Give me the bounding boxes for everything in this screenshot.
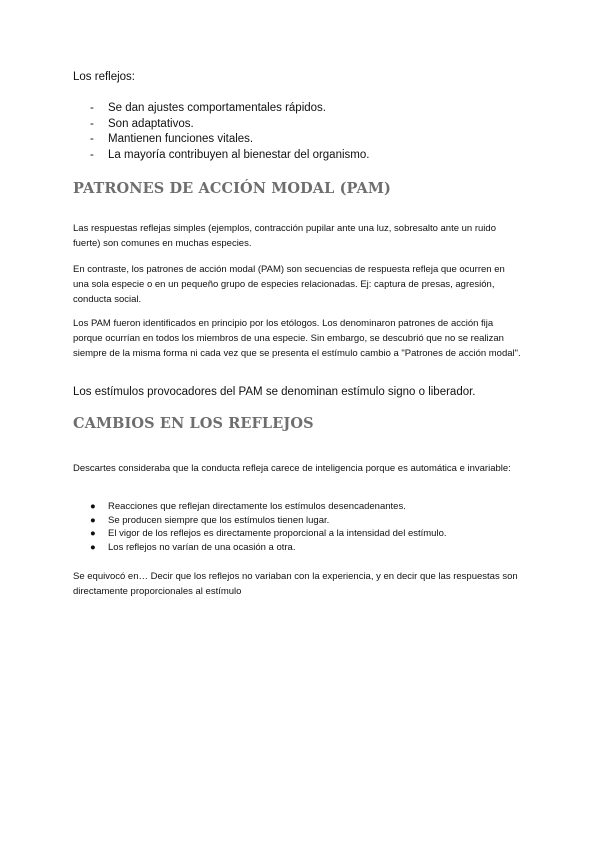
list-item <box>90 500 447 514</box>
paragraph-simple-reflexes: Las respuestas reflejas simples (ejemplos, contracción pupilar ante una luz, sobresalto ante un ruido fuerte) son comunes en muchas especies. <box>73 223 496 249</box>
list-item-text: La mayoría contribuyen al bienestar del organismo. <box>108 148 370 161</box>
list-item-text: Mantienen funciones vitales. <box>108 133 254 145</box>
paragraph-pam-stimulus: Los estímulos provocadores del PAM se denominan estímulo signo o liberador. <box>73 386 476 398</box>
dot-bullet: ● <box>90 528 96 540</box>
intro-label: Los reflejos: <box>73 71 136 83</box>
dash-bullet: - <box>90 133 94 145</box>
dot-bullet: ● <box>90 542 96 554</box>
list-item-text: Se producen siempre que los estímulos tienen lugar. <box>108 514 330 526</box>
paragraph-pam-ethologists: Los PAM fueron identificados en principio por los etólogos. Los denominaron patrones de acción fija porque ocurrían en todos los miembros de una especie. Sin embargo, se descubrió que no se realizan siempre de la misma forma ni cada vez que se presenta el estímulo cambio a "Patrones de acción modal". <box>73 318 521 359</box>
paragraph-pam-contrast: En contraste, los patrones de acción modal (PAM) son secuencias de respuesta refleja que ocurren en una sola especie o en un pequeño grupo de especies relacionadas. Ej: captura de presas, agresión, conducta social. <box>73 264 505 305</box>
dot-bullet: ● <box>90 514 96 526</box>
list-item-text: Se dan ajustes comportamentales rápidos. <box>108 102 326 114</box>
list-item <box>90 148 369 164</box>
section-heading-cambios: CAMBIOS EN LOS REFLEJOS <box>73 415 314 432</box>
list-item <box>90 514 447 528</box>
dash-bullet: - <box>90 117 94 130</box>
list-item <box>90 132 369 148</box>
list-item-text: Son adaptativos. <box>108 117 194 130</box>
list-item <box>90 527 447 541</box>
paragraph-descartes: Descartes consideraba que la conducta refleja carece de inteligencia porque es automática e invariable: <box>73 463 511 474</box>
list-item <box>90 541 447 555</box>
paragraph-conclusion: Se equivocó en… Decir que los reflejos no variaban con la experiencia, y en decir que las respuestas son directamente proporcionales al estímulo <box>73 571 518 597</box>
dot-bullet: ● <box>90 501 96 512</box>
reflex-traits-list <box>90 101 369 163</box>
section-heading-pam: PATRONES DE ACCIÓN MODAL (PAM) <box>73 180 391 197</box>
list-item <box>90 101 369 117</box>
list-item-text: Reacciones que reflejan directamente los estímulos desencadenantes. <box>108 501 406 512</box>
list-item <box>90 117 369 133</box>
list-item-text: Los reflejos no varían de una ocasión a otra. <box>108 542 296 554</box>
dash-bullet: - <box>90 102 94 114</box>
dash-bullet: - <box>90 148 94 161</box>
descartes-claims-list <box>90 500 447 555</box>
list-item-text: El vigor de los reflejos es directamente proporcional a la intensidad del estímulo. <box>108 528 447 540</box>
